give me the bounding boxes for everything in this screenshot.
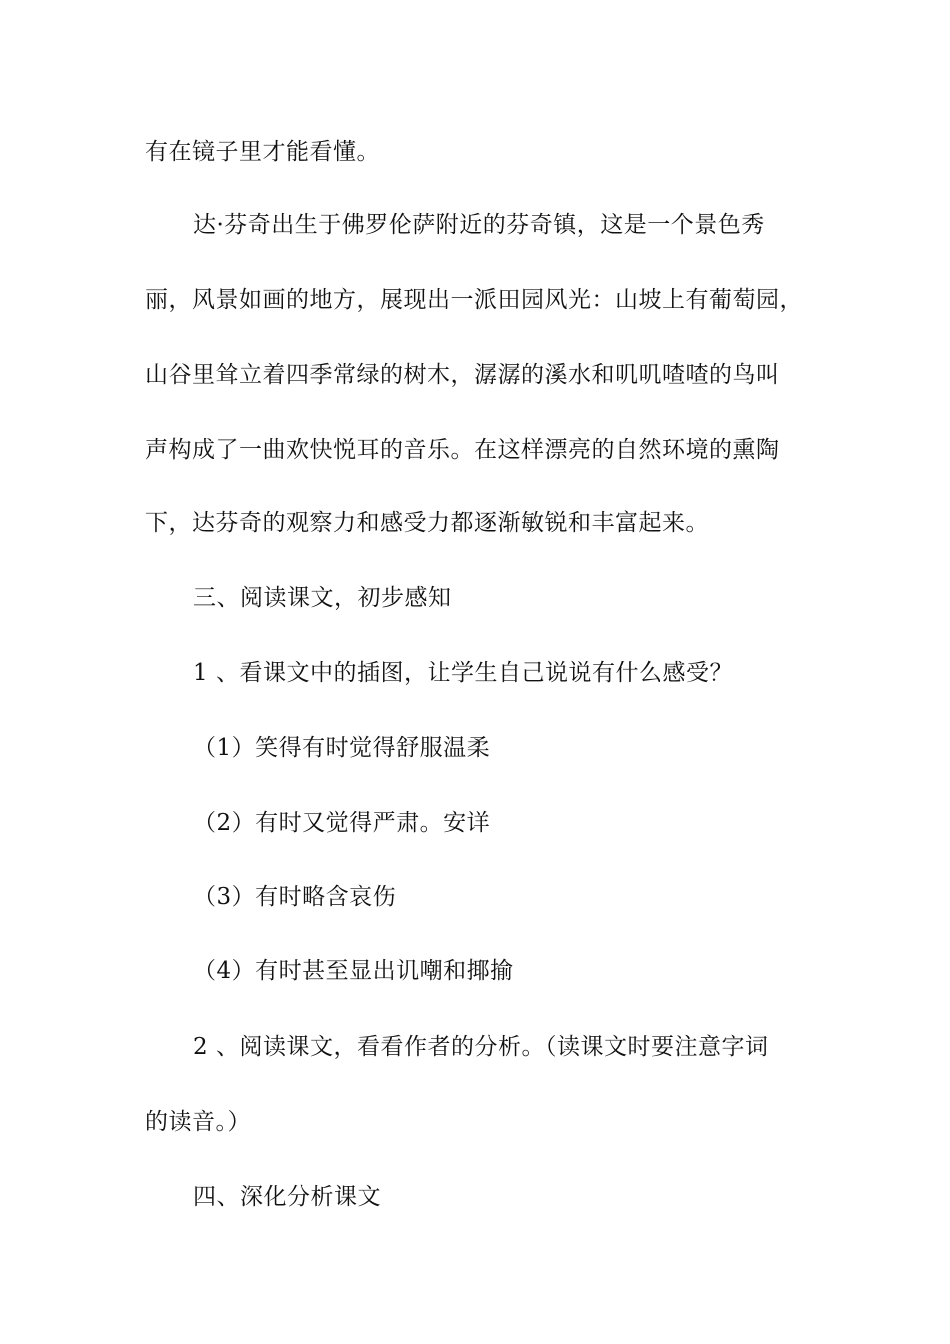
text-line: 有在镜子里才能看懂。	[145, 139, 380, 165]
text-line: 下，达芬奇的观察力和感受力都逐渐敏锐和丰富起来。	[145, 510, 709, 536]
text-line: 丽，风景如画的地方，展现出一派田园风光：山坡上有葡萄园，	[145, 287, 803, 313]
list-item: （2）有时又觉得严肃。安详	[193, 810, 491, 836]
section-heading: 三、阅读课文，初步感知	[193, 585, 452, 611]
list-item: 1 、看课文中的插图，让学生自己说说有什么感受？	[193, 660, 733, 686]
list-item: 2 、阅读课文，看看作者的分析。（读课文时要注意字词	[193, 1034, 769, 1060]
list-item: （1）笑得有时觉得舒服温柔	[193, 735, 491, 761]
paragraph-line: 达·芬奇出生于佛罗伦萨附近的芬奇镇，这是一个景色秀	[193, 212, 765, 238]
list-item: （3）有时略含哀伤	[193, 884, 397, 910]
section-heading: 四、深化分析课文	[193, 1184, 381, 1210]
text-line: 声构成了一曲欢快悦耳的音乐。在这样漂亮的自然环境的熏陶	[145, 437, 780, 463]
text-line: 的读音。）	[145, 1109, 251, 1135]
list-item: （4）有时甚至显出讥嘲和揶揄	[193, 958, 514, 984]
text-line: 山谷里耸立着四季常绿的树木，潺潺的溪水和叽叽喳喳的鸟叫	[145, 362, 780, 388]
